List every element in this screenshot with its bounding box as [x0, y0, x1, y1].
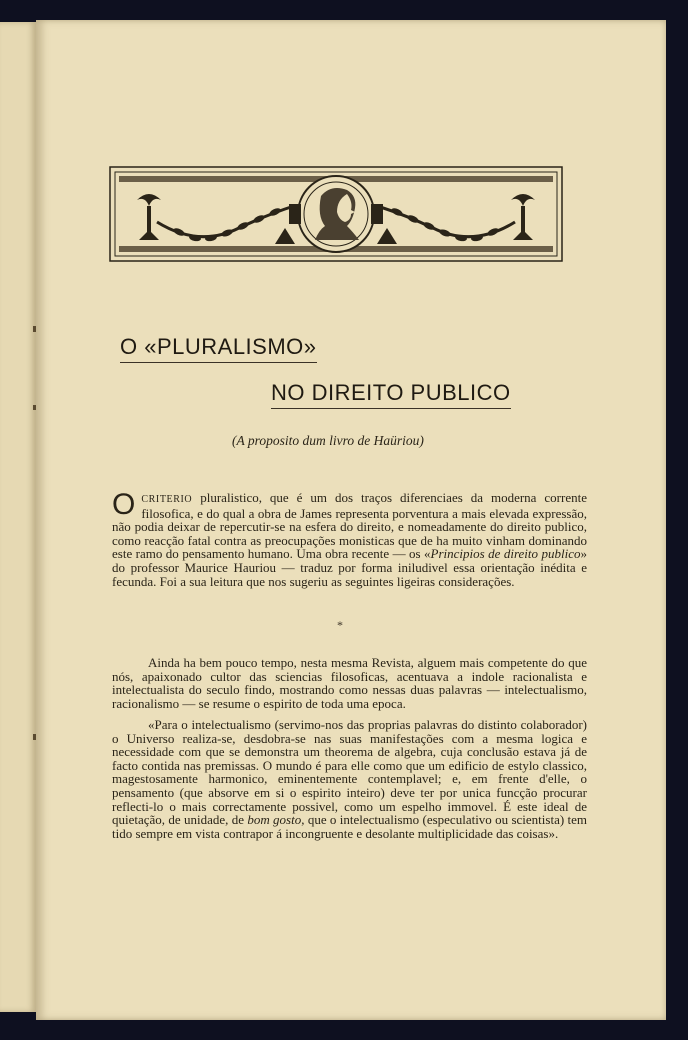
paragraph-second: Ainda ha bem pouco tempo, nesta mesma Revista, alguem mais competente do que nós, apaixonado cultor das sciencias filosoficas, acentuava a indole racionalista e intelectualista do seculo findo, mostrando como nessas duas palavras — intelectualismo, racionalismo — se resume o espirito de toda uma epoca.: [112, 655, 587, 711]
paragraph-text: » do professor Maurice Hauriou — traduz por forma iniludivel essa orientação inédita e fecunda. Foi a sua leitura que nos sugeriu as seguintes ligeiras considerações.: [112, 546, 587, 589]
article-title-line-2: NO DIREITO PUBLICO: [271, 380, 511, 409]
paragraph-text: , que o intelectualismo (especulativo ou scientista) tem tido sempre em vista contrapor á incongruente e desolante multiplicidade das coisas».: [112, 812, 588, 841]
paragraph-intro: [112, 488, 587, 589]
drop-cap: O: [112, 488, 136, 521]
article-subtitle: (A proposito dum livro de Haüriou): [232, 433, 424, 448]
paragraph-text: pluralistico, que é um dos traços diferenciaes da moderna corrente filosofica, e do qual a obra de James representa porventura a mais elevada expressão, não podia deixar de repercutir-se na esfera do direito, e nomeadamente do direito publico, como reacção fatal contra as preocupações monisticas que de ha muito vinham dominando este ramo do pensamento humano. Uma obra recente — os «: [112, 490, 587, 562]
small-caps-word: CRITERIO: [141, 494, 193, 505]
paragraph-quote: [112, 718, 587, 840]
italic-phrase: bom gosto: [247, 812, 302, 828]
book-title: Principios de direito publico: [430, 546, 581, 562]
laurel-garland-portrait-medallion-icon: [109, 166, 563, 262]
article-title-line-1: O «PLURALISMO»: [120, 334, 317, 363]
section-separator: *: [337, 618, 343, 632]
facing-page-edge: [0, 22, 37, 1012]
paragraph-text: «Para o intelectualismo (servimo-nos das proprias palavras do distinto colaborador) o Universo realiza-se, desdobra-se nas suas manifestações com a mesma logica e necessidade com que se demonstra um theorema de algebra, cuja conclusão estava já de facto contida nas premissas. O mundo é para elle como que um edificio de estylo classico, magestosamente harmonico, eminentemente contemplavel; e, em frente d'elle, o pensamento (que absorve em si o espirito inteiro) deve ter por unica funcção procurar reflecti-lo o mais correctamente possivel, como um espelho immovel. É este ideal de quietação, de unidade, de: [112, 717, 587, 828]
book-page: [36, 20, 666, 1020]
